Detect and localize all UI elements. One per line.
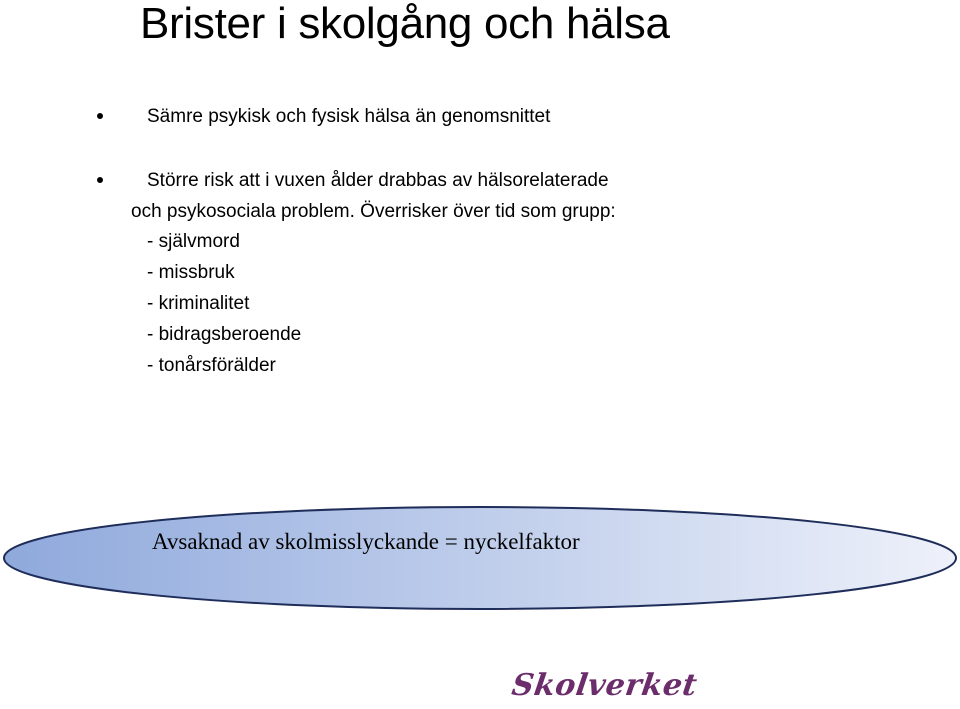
bullet-item: Större risk att i vuxen ålder drabbas av hälsorelaterade (147, 170, 609, 191)
skolverket-logo: Skolverket (509, 668, 700, 703)
risk-list-item: - missbruk (147, 262, 235, 283)
bullet-item: Sämre psykisk och fysisk hälsa än genomsnittet (147, 106, 551, 127)
callout-text: Avsaknad av skolmisslyckande = nyckelfaktor (152, 529, 580, 554)
risk-list-item: - tonårsförälder (147, 355, 276, 376)
callout-ellipse-shape (0, 505, 960, 611)
bullet-dot-icon (97, 113, 103, 119)
risk-list-item: - bidragsberoende (147, 324, 302, 345)
risk-list-item: - självmord (147, 231, 240, 252)
risk-list-item: - kriminalitet (147, 293, 250, 314)
slide-title: Brister i skolgång och hälsa (140, 0, 670, 48)
bullet-continuation: och psykosociala problem. Överrisker över tid som grupp: (131, 201, 616, 222)
bullet-dot-icon (97, 177, 103, 183)
callout-ellipse (0, 505, 960, 611)
